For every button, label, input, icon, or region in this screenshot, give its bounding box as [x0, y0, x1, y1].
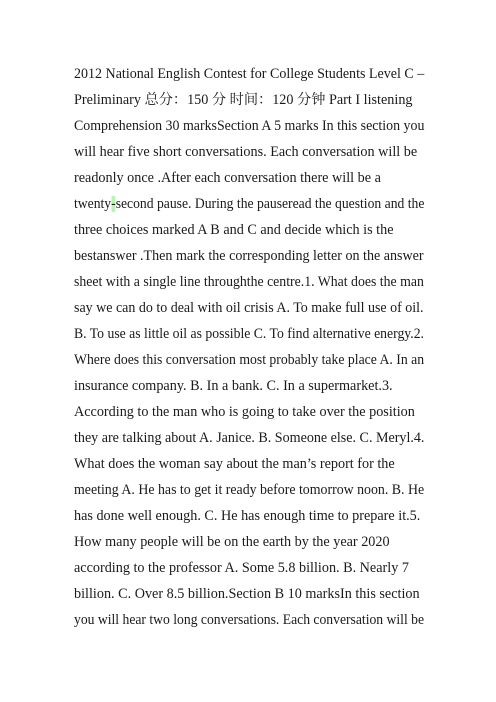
text-line: meeting A. He has to get it ready before tomorrow noon. B. He — [74, 482, 425, 498]
text-line: say we can do to deal with oil crisis A. To make full use of oil. — [74, 300, 424, 316]
text-line: What does the woman say about the man’s report for the — [74, 456, 395, 472]
text-line: insurance company. B. In a bank. C. In a supermarket.3. — [74, 378, 393, 394]
text-line: Comprehension 30 marksSection A 5 marks In this section you — [74, 118, 425, 134]
text-line: you will hear two long conversations. Each conversation will be — [74, 612, 425, 628]
highlighted-text: - — [111, 196, 116, 212]
text-line: billion. C. Over 8.5 billion.Section B 10 marksIn this section — [74, 586, 420, 602]
text-line: B. To use as little oil as possible C. To find alternative energy.2. — [74, 326, 425, 342]
text-segment: twenty — [74, 196, 112, 212]
text-line: Preliminary 总分：150 分 时间：120 分钟 Part I listening — [74, 92, 413, 108]
text-line: will hear five short conversations. Each conversation will be — [74, 144, 418, 160]
text-line: bestanswer .Then mark the corresponding letter on the answer — [74, 248, 424, 264]
text-line: sheet with a single line throughthe centre.1. What does the man — [74, 274, 424, 290]
text-line: readonly once .After each conversation there will be a — [74, 170, 381, 186]
text-line: How many people will be on the earth by the year 2020 — [74, 534, 390, 550]
text-line: 2012 National English Contest for College Students Level C – — [74, 66, 425, 82]
text-line: three choices marked A B and C and decide which is the — [74, 222, 394, 238]
text-line: Where does this conversation most probably take place A. In an — [74, 352, 425, 368]
text-line: has done well enough. C. He has enough time to prepare it.5. — [74, 508, 421, 524]
text-line: they are talking about A. Janice. B. Someone else. C. Meryl.4. — [74, 430, 425, 446]
text-line: According to the man who is going to take over the position — [74, 404, 415, 420]
text-line: according to the professor A. Some 5.8 billion. B. Nearly 7 — [74, 560, 409, 576]
text-line — [74, 196, 424, 212]
text-segment: second pause. During the pauseread the question and the — [115, 196, 425, 212]
